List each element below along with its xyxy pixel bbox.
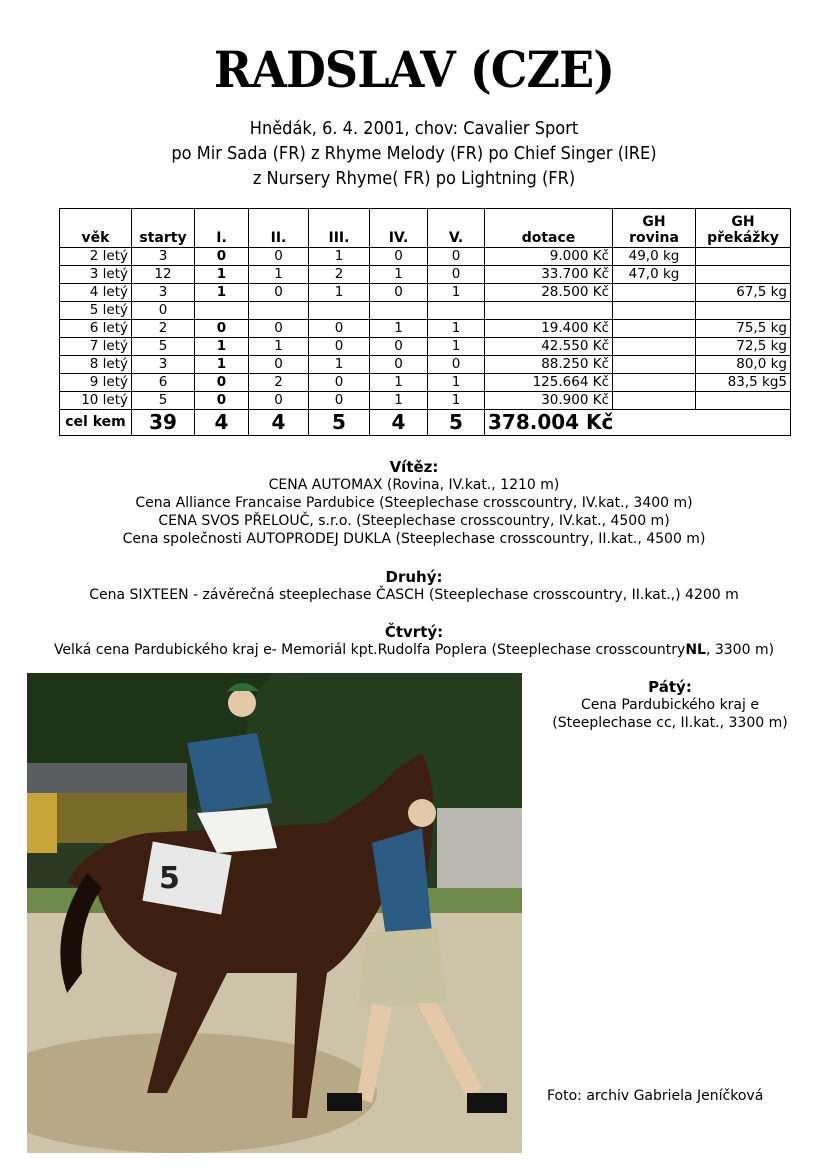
cell-gh-jump bbox=[696, 266, 791, 284]
cell-prize: 33.700 Kč bbox=[485, 266, 613, 284]
total-fourth: 4 bbox=[370, 410, 428, 436]
table-row bbox=[60, 248, 791, 266]
cell-fourth: 0 bbox=[370, 284, 428, 302]
cell-first bbox=[195, 302, 249, 320]
cell-first: 1 bbox=[195, 284, 249, 302]
fourth-section bbox=[0, 623, 828, 659]
total-first: 4 bbox=[195, 410, 249, 436]
header-gh-jump-top: GH bbox=[731, 214, 755, 230]
table-total-row bbox=[60, 410, 791, 436]
header-fourth: IV. bbox=[370, 209, 428, 248]
header-starts: starty bbox=[132, 209, 195, 248]
cell-fourth: 0 bbox=[370, 356, 428, 374]
race-statistics-table bbox=[59, 208, 791, 436]
cell-starts: 3 bbox=[132, 284, 195, 302]
cell-first: 1 bbox=[195, 356, 249, 374]
header-first: I. bbox=[195, 209, 249, 248]
header-gh-flat-bottom: rovina bbox=[629, 230, 679, 246]
cell-fourth: 1 bbox=[370, 266, 428, 284]
cell-gh-flat: 49,0 kg bbox=[613, 248, 696, 266]
fourth-race-bold: NL bbox=[685, 642, 706, 658]
winner-race: Cena společnosti AUTOPRODEJ DUKLA (Steeplechase crosscountry, II.kat., 4500 m) bbox=[122, 531, 706, 547]
header-third: III. bbox=[309, 209, 370, 248]
cell-second: 0 bbox=[249, 356, 309, 374]
cell-first: 0 bbox=[195, 248, 249, 266]
cell-fifth: 0 bbox=[428, 356, 485, 374]
header-prize: dotace bbox=[485, 209, 613, 248]
header-gh-jump-bottom: překážky bbox=[707, 230, 779, 246]
cell-prize: 19.400 Kč bbox=[485, 320, 613, 338]
pedigree-line-2: z Nursery Rhyme( FR) po Lightning (FR) bbox=[252, 168, 576, 189]
cell-third: 0 bbox=[309, 392, 370, 410]
cell-gh-flat bbox=[613, 374, 696, 392]
cell-age: 5 letý bbox=[60, 302, 132, 320]
cell-starts: 5 bbox=[132, 392, 195, 410]
cell-fifth: 1 bbox=[428, 374, 485, 392]
total-label: cel kem bbox=[60, 410, 132, 436]
cell-third: 1 bbox=[309, 356, 370, 374]
cell-starts: 3 bbox=[132, 248, 195, 266]
winner-heading: Vítěz: bbox=[389, 458, 439, 476]
second-section bbox=[0, 568, 828, 604]
cell-fourth: 1 bbox=[370, 320, 428, 338]
table-row bbox=[60, 374, 791, 392]
total-third: 5 bbox=[309, 410, 370, 436]
cell-age: 10 letý bbox=[60, 392, 132, 410]
cell-gh-jump: 75,5 kg bbox=[696, 320, 791, 338]
total-fifth: 5 bbox=[428, 410, 485, 436]
total-second: 4 bbox=[249, 410, 309, 436]
second-race: Cena SIXTEEN - závěrečná steeplechase ČASCH (Steeplechase crosscountry, II.kat.,) 4200 m bbox=[89, 587, 739, 603]
cell-gh-jump bbox=[696, 392, 791, 410]
fifth-race-line-2: (Steeplechase cc, II.kat., 3300 m) bbox=[552, 715, 788, 731]
cell-second: 0 bbox=[249, 248, 309, 266]
header-second: II. bbox=[249, 209, 309, 248]
cell-prize: 42.550 Kč bbox=[485, 338, 613, 356]
horse-photo-illustration bbox=[27, 673, 522, 1153]
cell-starts: 0 bbox=[132, 302, 195, 320]
table-row bbox=[60, 320, 791, 338]
cell-third: 0 bbox=[309, 374, 370, 392]
cell-fifth: 0 bbox=[428, 248, 485, 266]
header-gh-flat-top: GH bbox=[642, 214, 666, 230]
cell-gh-jump: 72,5 kg bbox=[696, 338, 791, 356]
cell-second: 1 bbox=[249, 266, 309, 284]
photo-credit: Foto: archiv Gabriela Jeníčková bbox=[547, 1088, 764, 1104]
cell-fifth: 1 bbox=[428, 320, 485, 338]
cell-gh-jump bbox=[696, 248, 791, 266]
cell-prize: 88.250 Kč bbox=[485, 356, 613, 374]
cell-gh-jump: 80,0 kg bbox=[696, 356, 791, 374]
cell-starts: 12 bbox=[132, 266, 195, 284]
horse-photo bbox=[27, 673, 522, 1153]
cell-prize: 30.900 Kč bbox=[485, 392, 613, 410]
cell-fourth: 0 bbox=[370, 248, 428, 266]
cell-fifth: 1 bbox=[428, 284, 485, 302]
cell-age: 8 letý bbox=[60, 356, 132, 374]
table-row bbox=[60, 266, 791, 284]
cell-third: 1 bbox=[309, 248, 370, 266]
cell-second: 0 bbox=[249, 320, 309, 338]
header-fifth: V. bbox=[428, 209, 485, 248]
header-gh-jump bbox=[696, 209, 791, 248]
winner-section bbox=[0, 458, 828, 548]
cell-third: 0 bbox=[309, 320, 370, 338]
cell-second: 1 bbox=[249, 338, 309, 356]
cell-third bbox=[309, 302, 370, 320]
cell-first: 1 bbox=[195, 266, 249, 284]
cell-first: 0 bbox=[195, 374, 249, 392]
cell-first: 0 bbox=[195, 392, 249, 410]
cell-age: 3 letý bbox=[60, 266, 132, 284]
cell-fourth: 0 bbox=[370, 338, 428, 356]
cell-fifth: 0 bbox=[428, 266, 485, 284]
cell-gh-flat bbox=[613, 338, 696, 356]
cell-gh-flat bbox=[613, 392, 696, 410]
cell-fourth: 1 bbox=[370, 392, 428, 410]
winner-race: CENA SVOS PŘELOUČ, s.r.o. (Steeplechase crosscountry, IV.kat., 4500 m) bbox=[158, 513, 670, 529]
table-row bbox=[60, 284, 791, 302]
cell-age: 2 letý bbox=[60, 248, 132, 266]
fourth-heading: Čtvrtý: bbox=[384, 623, 444, 641]
pedigree-line-1: po Mir Sada (FR) z Rhyme Melody (FR) po Chief Singer (IRE) bbox=[171, 143, 657, 164]
cell-gh-jump: 67,5 kg bbox=[696, 284, 791, 302]
header-age: věk bbox=[60, 209, 132, 248]
cell-third: 1 bbox=[309, 284, 370, 302]
cell-age: 4 letý bbox=[60, 284, 132, 302]
total-starts: 39 bbox=[132, 410, 195, 436]
fifth-race-line-1: Cena Pardubického kraj e bbox=[581, 697, 759, 713]
table-row bbox=[60, 338, 791, 356]
cell-prize: 28.500 Kč bbox=[485, 284, 613, 302]
cell-fifth bbox=[428, 302, 485, 320]
cell-gh-jump: 83,5 kg5 bbox=[696, 374, 791, 392]
cell-third: 2 bbox=[309, 266, 370, 284]
fifth-heading: Pátý: bbox=[648, 678, 692, 696]
cell-gh-flat: 47,0 kg bbox=[613, 266, 696, 284]
cell-second: 2 bbox=[249, 374, 309, 392]
total-prize: 378.004 Kč bbox=[485, 410, 791, 436]
cell-first: 0 bbox=[195, 320, 249, 338]
saddle-number: 5 bbox=[159, 861, 180, 896]
winner-race: CENA AUTOMAX (Rovina, IV.kat., 1210 m) bbox=[268, 477, 560, 493]
cell-starts: 6 bbox=[132, 374, 195, 392]
table-row bbox=[60, 356, 791, 374]
table-row bbox=[60, 302, 791, 320]
fourth-race-text: Velká cena Pardubického kraj e- Memoriál kpt.Rudolfa Poplera (Steeplechase crosscountry bbox=[53, 642, 686, 658]
cell-age: 9 letý bbox=[60, 374, 132, 392]
cell-fifth: 1 bbox=[428, 392, 485, 410]
cell-age: 7 letý bbox=[60, 338, 132, 356]
cell-second: 0 bbox=[249, 284, 309, 302]
fifth-section bbox=[520, 678, 820, 732]
cell-gh-flat bbox=[613, 302, 696, 320]
cell-gh-flat bbox=[613, 320, 696, 338]
page-title: RADSLAV (CZE) bbox=[213, 40, 615, 99]
table-row bbox=[60, 392, 791, 410]
cell-first: 1 bbox=[195, 338, 249, 356]
header-gh-flat bbox=[613, 209, 696, 248]
cell-fifth: 1 bbox=[428, 338, 485, 356]
cell-fourth bbox=[370, 302, 428, 320]
cell-gh-jump bbox=[696, 302, 791, 320]
fourth-race-text-end: , 3300 m) bbox=[705, 642, 775, 658]
cell-age: 6 letý bbox=[60, 320, 132, 338]
second-heading: Druhý: bbox=[385, 568, 443, 586]
cell-gh-flat bbox=[613, 356, 696, 374]
table-header-row bbox=[60, 209, 791, 248]
cell-third: 0 bbox=[309, 338, 370, 356]
cell-fourth: 1 bbox=[370, 374, 428, 392]
cell-second bbox=[249, 302, 309, 320]
fourth-race bbox=[0, 641, 828, 659]
cell-starts: 5 bbox=[132, 338, 195, 356]
cell-starts: 3 bbox=[132, 356, 195, 374]
cell-prize: 9.000 Kč bbox=[485, 248, 613, 266]
winner-race: Cena Alliance Francaise Pardubice (Steeplechase crosscountry, IV.kat., 3400 m) bbox=[135, 495, 693, 511]
horse-description: Hnědák, 6. 4. 2001, chov: Cavalier Sport bbox=[249, 118, 579, 139]
cell-prize bbox=[485, 302, 613, 320]
cell-gh-flat bbox=[613, 284, 696, 302]
cell-second: 0 bbox=[249, 392, 309, 410]
cell-prize: 125.664 Kč bbox=[485, 374, 613, 392]
cell-starts: 2 bbox=[132, 320, 195, 338]
